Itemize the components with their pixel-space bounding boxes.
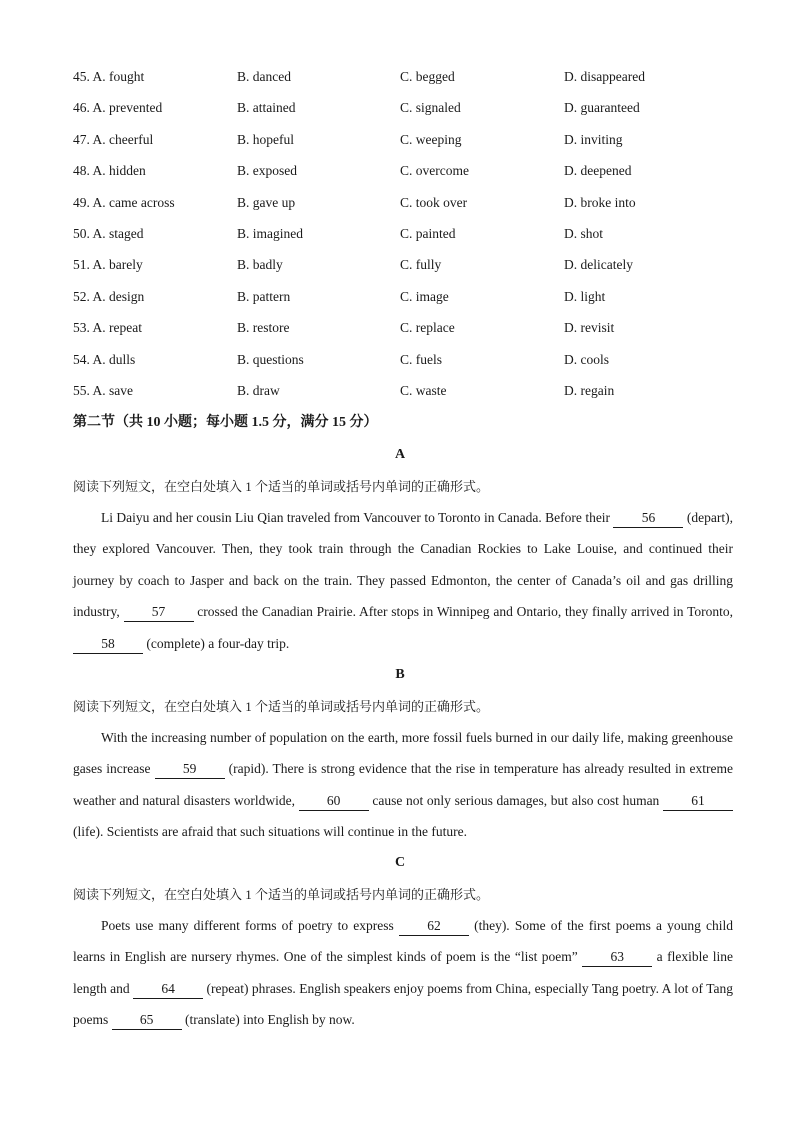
question-number: 51. <box>73 257 90 273</box>
question-number: 55. <box>73 382 90 398</box>
part-c-passage <box>73 910 733 1036</box>
question-number: 52. <box>73 288 90 304</box>
option-a-text: A. repeat <box>92 320 142 336</box>
part-a-heading: A <box>394 447 406 462</box>
option-b: B. gave up <box>237 194 296 210</box>
section-title: 第二节（共 10 小题；每小题 1.5 分，满分 15 分） <box>73 415 378 430</box>
option-d: D. guaranteed <box>564 100 640 116</box>
option-c: C. replace <box>400 320 455 336</box>
option-a-text: A. staged <box>92 225 144 241</box>
option-b: B. draw <box>237 382 280 398</box>
option-b: B. questions <box>237 351 304 367</box>
blank-57[interactable]: 57 <box>124 603 194 622</box>
passage-text: (rapid). There is strong evidence that the rise in temperature has already resulted in extreme weather and natural disasters worldwide, <box>73 761 733 808</box>
blank-63[interactable]: 63 <box>582 948 652 967</box>
blank-65[interactable]: 65 <box>112 1011 182 1030</box>
option-a-text: A. fought <box>92 69 145 84</box>
option-b: B. restore <box>237 320 290 336</box>
passage-text: (repeat) phrases. English speakers enjoy poems from China, especially Tang poetry. A lot of Tang poems <box>73 980 733 1028</box>
option-a <box>73 97 162 119</box>
part-a-passage <box>73 502 733 659</box>
passage-text: (depart), they explored Vancouver. Then, they took train through the Canadian Rockies to Lake Louise, and continued their journey by coach to Jasper and back on the train. They passed Edmonton, the center of Canada’s oil and gas drilling industry, <box>73 510 733 620</box>
option-d: D. deepened <box>564 163 632 179</box>
option-c: C. waste <box>400 382 447 398</box>
question-row-49 <box>73 192 753 223</box>
option-a <box>73 160 146 182</box>
option-a <box>73 286 144 308</box>
question-row-52 <box>73 286 753 317</box>
options-grid <box>73 66 753 411</box>
question-row-47 <box>73 129 753 160</box>
option-a-text: A. design <box>92 288 145 304</box>
passage-text: (translate) into English by now. <box>181 1012 355 1028</box>
blank-61[interactable]: 61 <box>663 792 733 811</box>
option-a-text: A. hidden <box>92 163 146 179</box>
passage-text: crossed the Canadian Prairie. After stops in Winnipeg and Ontario, they finally arrived in Toronto, <box>193 604 733 620</box>
option-c: C. signaled <box>400 100 461 116</box>
option-c: C. overcome <box>400 163 469 179</box>
option-b: B. imagined <box>237 225 303 241</box>
option-b: B. badly <box>237 257 283 273</box>
question-number: 48. <box>73 163 90 179</box>
question-number: 46. <box>73 100 90 116</box>
option-d: D. disappeared <box>564 69 645 84</box>
option-a <box>73 349 135 371</box>
passage-text: (complete) a four-day trip. <box>143 635 290 651</box>
option-d: D. revisit <box>564 320 615 336</box>
option-a <box>73 317 142 339</box>
part-b-heading: B <box>395 667 405 682</box>
option-b: B. danced <box>237 69 291 84</box>
passage-text: (life). Scientists are afraid that such situations will continue in the future. <box>73 824 468 840</box>
question-number: 50. <box>73 225 90 241</box>
question-number: 49. <box>73 194 90 210</box>
part-c-heading: C <box>394 855 406 870</box>
option-a <box>73 254 143 276</box>
option-b: B. pattern <box>237 288 291 304</box>
option-c: C. took over <box>400 194 468 210</box>
part-b-passage <box>73 722 733 848</box>
part-b-instruction: 阅读下列短文，在空白处填入 1 个适当的单词或括号内单词的正确形式。 <box>73 699 490 714</box>
question-row-46 <box>73 97 753 128</box>
option-a <box>73 192 175 214</box>
option-d: D. broke into <box>564 194 636 210</box>
option-c: C. fully <box>400 257 442 273</box>
option-d: D. light <box>564 288 606 304</box>
passage-text: Li Daiyu and her cousin Liu Qian traveled from Vancouver to Toronto in Canada. Before their <box>101 510 614 525</box>
option-d: D. delicately <box>564 257 633 273</box>
blank-62[interactable]: 62 <box>399 917 469 936</box>
option-a-text: A. save <box>92 382 134 398</box>
question-number: 54. <box>73 351 90 367</box>
option-a-text: A. dulls <box>92 351 136 367</box>
blank-64[interactable]: 64 <box>133 980 203 999</box>
option-d: D. inviting <box>564 131 623 147</box>
passage-text: a flexible line length and <box>73 949 733 996</box>
option-a <box>73 129 153 151</box>
question-row-48 <box>73 160 753 191</box>
passage-text: (they). Some of the first poems a young child learns in English are nursery rhymes. One of the simplest kinds of poem is the “list poem” <box>73 918 733 965</box>
passage-text: cause not only serious damages, but also cost human <box>368 792 663 808</box>
option-a-text: A. prevented <box>92 100 163 116</box>
option-d: D. regain <box>564 382 615 398</box>
blank-59[interactable]: 59 <box>155 760 225 779</box>
option-a-text: A. barely <box>92 257 143 273</box>
option-a-text: A. came across <box>92 194 175 210</box>
question-row-51 <box>73 254 753 285</box>
question-number: 47. <box>73 131 90 147</box>
part-a-instruction: 阅读下列短文，在空白处填入 1 个适当的单词或括号内单词的正确形式。 <box>73 479 490 494</box>
option-c: C. image <box>400 288 449 304</box>
option-b: B. attained <box>237 100 296 116</box>
passage-text: With the increasing number of population on the earth, more fossil fuels burned in our daily life, making greenhouse gases increase <box>73 730 733 777</box>
option-d: D. cools <box>564 351 609 367</box>
option-a <box>73 380 133 402</box>
question-number: 45. <box>73 69 90 84</box>
option-d: D. shot <box>564 225 604 241</box>
passage-text: Poets use many different forms of poetry to express <box>101 918 399 933</box>
question-row-55 <box>73 380 753 411</box>
blank-58[interactable]: 58 <box>73 635 143 654</box>
question-row-45 <box>73 66 753 97</box>
option-c: C. fuels <box>400 351 442 367</box>
question-row-50 <box>73 223 753 254</box>
part-c-instruction: 阅读下列短文，在空白处填入 1 个适当的单词或括号内单词的正确形式。 <box>73 887 490 902</box>
option-a <box>73 223 144 245</box>
option-a <box>73 66 144 88</box>
option-c: C. painted <box>400 225 456 241</box>
question-row-54 <box>73 349 753 380</box>
option-b: B. hopeful <box>237 131 294 147</box>
option-a-text: A. cheerful <box>92 131 154 147</box>
option-c: C. weeping <box>400 131 462 147</box>
blank-56[interactable]: 56 <box>613 509 683 528</box>
question-row-53 <box>73 317 753 348</box>
option-c: C. begged <box>400 69 455 84</box>
option-b: B. exposed <box>237 163 297 179</box>
question-number: 53. <box>73 320 90 336</box>
blank-60[interactable]: 60 <box>299 792 369 811</box>
